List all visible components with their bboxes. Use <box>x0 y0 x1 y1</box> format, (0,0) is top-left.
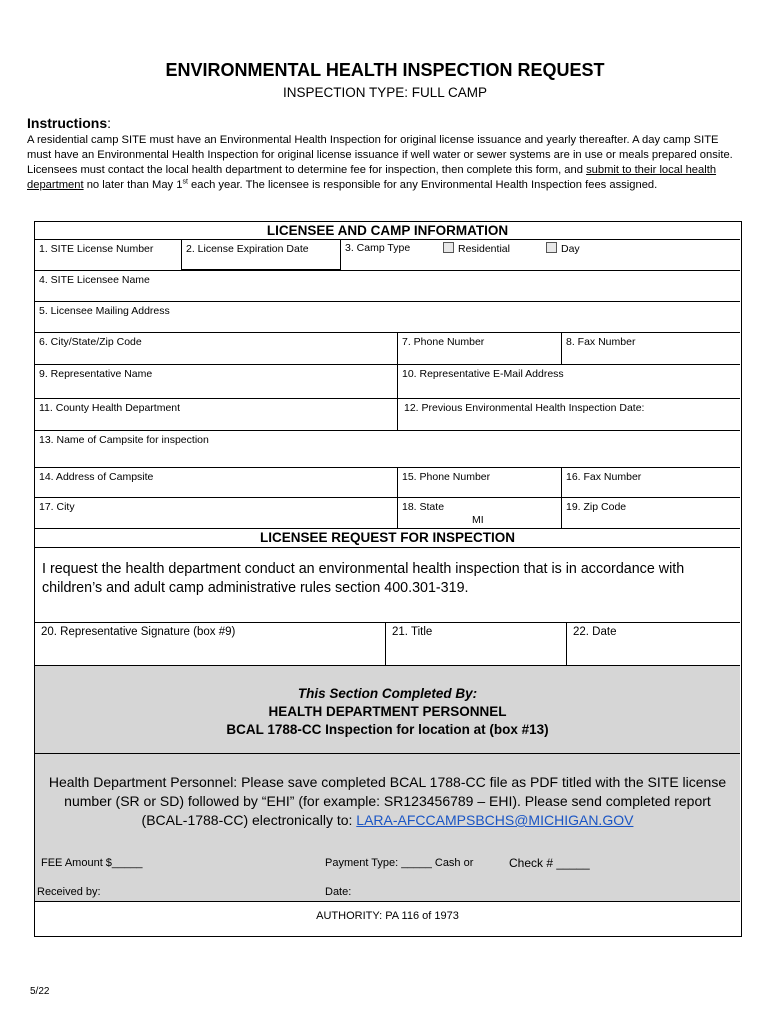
field-representative-name[interactable]: 9. Representative Name <box>39 368 153 380</box>
camp-type-day-option[interactable]: Day <box>546 242 580 255</box>
page-revision-label: 5/22 <box>30 986 50 997</box>
instructions-text: A residential camp SITE must have an Environmental Health Inspection for original license issuance and yearly thereafter. A day camp SITE must have an Environmental Health Inspection for original license issuance if well water or sewer systems are in use or meals prepared onsite. Licensees must contact the local health department to determine fee for inspection, then complete this form, and submit to their local health department no later than May 1st each year. The licensee is responsible for any Environmental Health Inspection fees assigned. <box>27 134 733 191</box>
form-row-6 <box>35 333 740 365</box>
field-camp-type: 3. Camp Type Residential Day <box>345 242 580 255</box>
state-value: MI <box>472 514 484 526</box>
section-licensee-camp-info-heading: LICENSEE AND CAMP INFORMATION <box>266 223 509 238</box>
request-statement-box <box>35 548 740 623</box>
health-dept-section-header: This Section Completed By: HEALTH DEPARTMENT PERSONNEL BCAL 1788-CC Inspection for location at (box #13) <box>35 666 740 754</box>
page-subtitle: INSPECTION TYPE: FULL CAMP <box>282 85 488 100</box>
field-license-expiration-date[interactable]: 2. License Expiration Date <box>181 240 341 270</box>
field-city[interactable]: 17. City <box>39 501 75 513</box>
date-received-field[interactable]: Date: <box>325 886 352 898</box>
payment-type-field[interactable]: Payment Type: _____ Cash or <box>325 857 474 869</box>
field-zip-code[interactable]: 19. Zip Code <box>561 498 740 528</box>
field-campsite-name[interactable]: 13. Name of Campsite for inspection <box>39 434 209 446</box>
field-county-health-department[interactable]: 11. County Health Department <box>39 402 181 414</box>
field-previous-inspection-date[interactable]: 12. Previous Environmental Health Inspection Date: <box>397 399 740 430</box>
field-state[interactable]: 18. State MI <box>397 498 561 528</box>
form-row-11 <box>35 399 740 431</box>
instructions-heading: Instructions: <box>27 115 112 131</box>
request-statement: I request the health department conduct an environmental health inspection that is in accordance with children’s and adult camp administrative rules section 400.301-319. <box>42 561 685 596</box>
personnel-instructions: Health Department Personnel: Please save completed BCAL 1788-CC file as PDF titled with the SITE license number (SR or SD) followed by “EHI” (for example: SR123456789 – EHI). Please send completed report (BCAL-1788-CC) electronically to: LARA-AFCCAMPSBCHS@MICHIGAN.GOV <box>48 774 727 828</box>
day-checkbox[interactable] <box>546 242 557 253</box>
field-campsite-fax[interactable]: 16. Fax Number <box>561 468 740 497</box>
form-row-4 <box>35 271 740 302</box>
residential-checkbox[interactable] <box>443 242 454 253</box>
field-phone-number[interactable]: 7. Phone Number <box>397 333 561 364</box>
section-request-heading: LICENSEE REQUEST FOR INSPECTION <box>259 530 516 545</box>
field-campsite-phone[interactable]: 15. Phone Number <box>397 468 561 497</box>
form-row-20 <box>35 623 740 666</box>
received-by-field[interactable]: Received by: <box>37 886 101 898</box>
field-date[interactable]: 22. Date <box>566 623 740 665</box>
page-title: ENVIRONMENTAL HEALTH INSPECTION REQUEST <box>165 60 605 80</box>
form-row-14 <box>35 468 740 498</box>
health-dept-personnel-area <box>35 754 740 902</box>
section-request-heading-rule <box>35 529 740 548</box>
form-row-1 <box>35 239 740 271</box>
field-city-state-zip[interactable]: 6. City/State/Zip Code <box>39 336 142 348</box>
field-site-license-number[interactable]: 1. SITE License Number <box>39 243 154 255</box>
inspection-form <box>34 221 742 937</box>
authority-statement: AUTHORITY: PA 116 of 1973 <box>316 910 459 922</box>
field-licensee-mailing-address[interactable]: 5. Licensee Mailing Address <box>39 305 170 317</box>
field-campsite-address[interactable]: 14. Address of Campsite <box>39 471 154 483</box>
form-row-17 <box>35 498 740 529</box>
form-row-9 <box>35 365 740 399</box>
fee-amount-field[interactable]: FEE Amount $_____ <box>41 857 143 869</box>
field-representative-email[interactable]: 10. Representative E-Mail Address <box>397 365 740 398</box>
field-site-licensee-name[interactable]: 4. SITE Licensee Name <box>39 274 150 286</box>
field-title[interactable]: 21. Title <box>385 623 566 665</box>
field-fax-number[interactable]: 8. Fax Number <box>561 333 740 364</box>
form-row-5 <box>35 302 740 333</box>
field-representative-signature[interactable]: 20. Representative Signature (box #9) <box>41 626 236 638</box>
check-number-field[interactable]: Check # _____ <box>509 856 590 870</box>
email-link[interactable]: LARA-AFCCAMPSBCHS@MICHIGAN.GOV <box>356 812 634 828</box>
form-row-13 <box>35 431 740 468</box>
submit-instruction-underlined: submit to their local health department <box>27 164 717 191</box>
camp-type-residential-option[interactable]: Residential <box>443 242 510 255</box>
